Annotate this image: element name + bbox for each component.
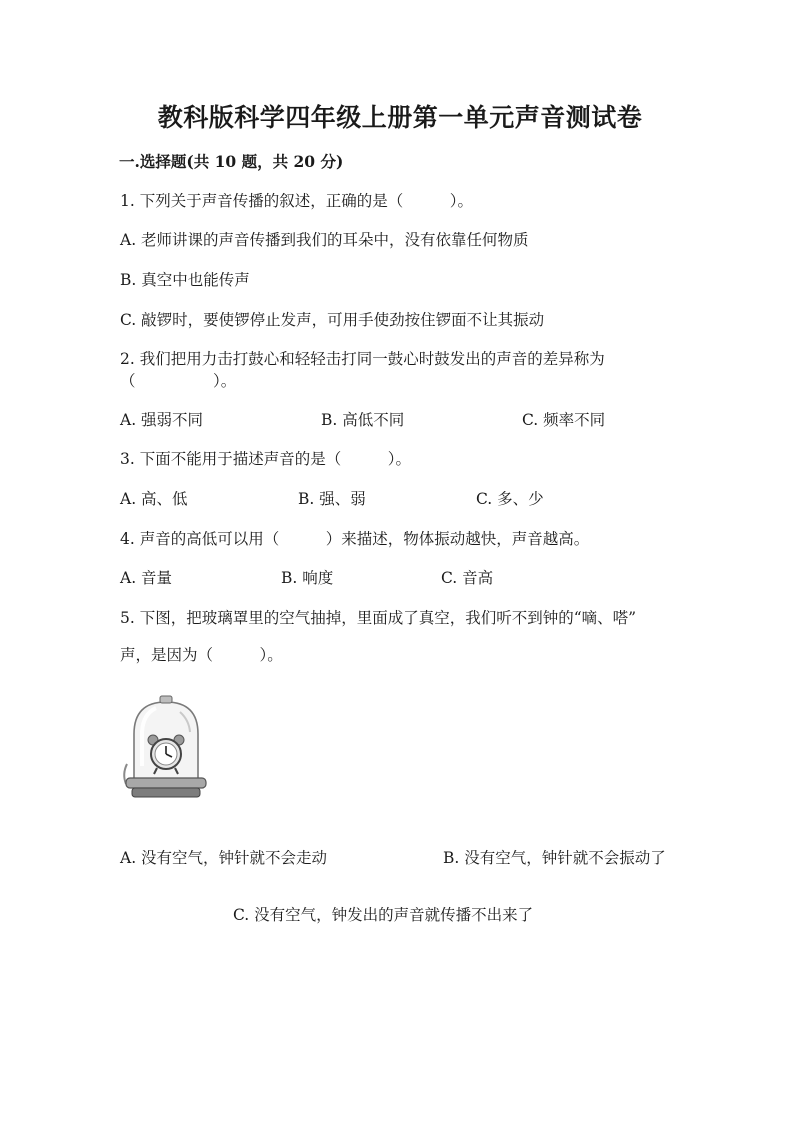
question-2-option-a: A. 强弱不同 <box>120 411 204 429</box>
question-1-option-b: B. 真空中也能传声 <box>120 271 250 289</box>
question-4-option-b: B. 响度 <box>281 569 334 587</box>
jar-base-icon <box>126 778 206 797</box>
question-3-option-b: B. 强、弱 <box>298 490 366 508</box>
question-5-stem-line2: 声，是因为（ ）。 <box>120 646 283 664</box>
question-2-stem-line2: （ ）。 <box>120 372 237 390</box>
question-5-stem-line1: 5. 下图，把玻璃罩里的空气抽掉，里面成了真空，我们听不到钟的“嘀、嗒” <box>120 609 637 627</box>
question-4-stem: 4. 声音的高低可以用（ ）来描述，物体振动越快，声音越高。 <box>120 530 590 548</box>
question-5-option-a: A. 没有空气，钟针就不会走动 <box>120 849 328 867</box>
question-4-option-a: A. 音量 <box>120 569 173 587</box>
bell-jar-clock-figure <box>120 692 212 802</box>
section-heading: 一.选择题(共 10 题，共 20 分) <box>119 152 344 171</box>
question-3-option-a: A. 高、低 <box>120 490 188 508</box>
question-1-option-c: C. 敲锣时，要使锣停止发声，可用手使劲按住锣面不让其振动 <box>120 311 545 329</box>
question-2-option-b: B. 高低不同 <box>321 411 405 429</box>
question-5-option-b: B. 没有空气，钟针就不会振动了 <box>443 849 666 867</box>
question-3-stem: 3. 下面不能用于描述声音的是（ ）。 <box>120 450 411 468</box>
question-2-option-c: C. 频率不同 <box>522 411 606 429</box>
question-1-option-a: A. 老师讲课的声音传播到我们的耳朵中，没有依靠任何物质 <box>120 231 529 249</box>
question-3-option-c: C. 多、少 <box>476 490 544 508</box>
question-5-option-c: C. 没有空气，钟发出的声音就传播不出来了 <box>233 906 534 924</box>
question-2-stem-line1: 2. 我们把用力击打鼓心和轻轻击打同一鼓心时鼓发出的声音的差异称为 <box>120 350 605 368</box>
question-1-stem: 1. 下列关于声音传播的叙述，正确的是（ ）。 <box>120 192 473 210</box>
question-4-option-c: C. 音高 <box>441 569 494 587</box>
page-title: 教科版科学四年级上册第一单元声音测试卷 <box>157 103 643 132</box>
